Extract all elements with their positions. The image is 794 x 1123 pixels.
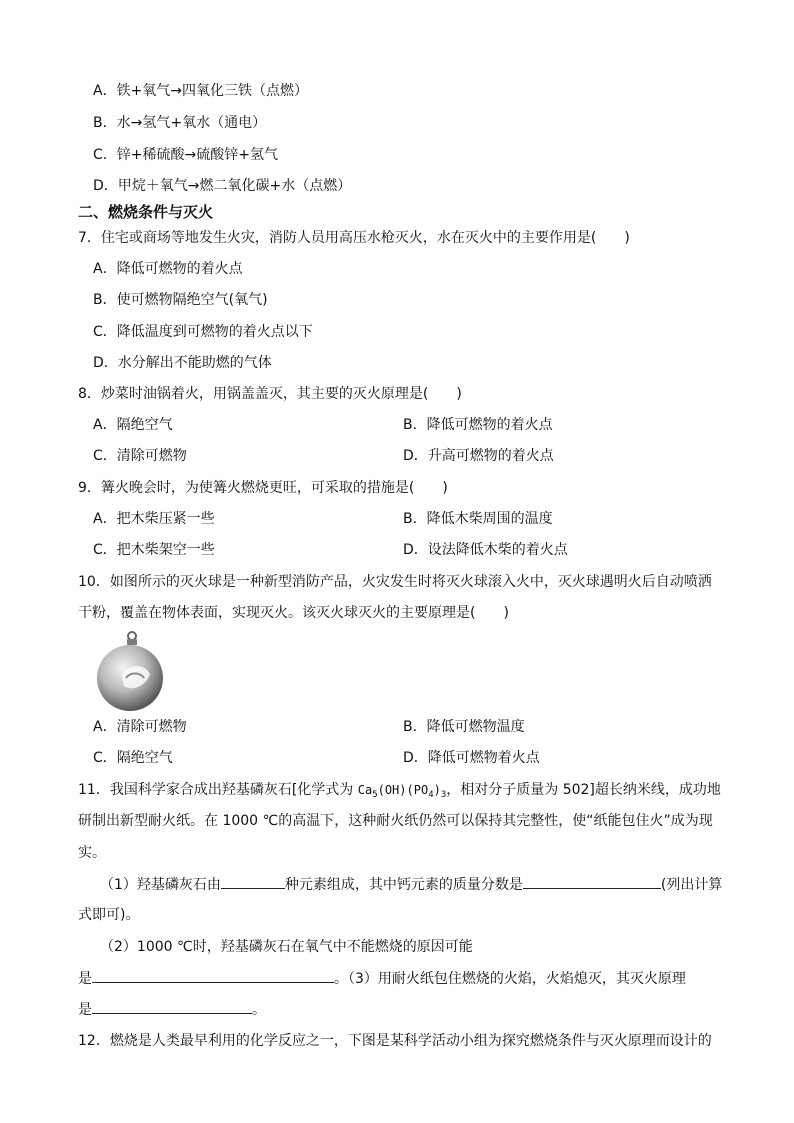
chemical-formula: $Ca_5(OH)(PO_4)_3$ <box>357 783 447 800</box>
q8-option-c: C．清除可燃物 <box>93 448 187 464</box>
answer-blank[interactable] <box>523 874 661 889</box>
q7-option-a: A．降低可燃物的着火点 <box>93 261 243 277</box>
q9-option-c: C．把木柴架空一些 <box>93 542 215 558</box>
answer-blank[interactable] <box>221 874 285 889</box>
q11-stem-line2: 研制出新型耐火纸。在 1000 ℃的高温下，这种耐火纸仍然可以保持其完整性，使“纸能包住火”成为现 <box>78 813 713 829</box>
q11-part3-line: 是 。 <box>78 999 266 1020</box>
fire-extinguisher-ball-image <box>92 630 164 712</box>
answer-blank[interactable] <box>92 999 252 1014</box>
q9-stem: 9．篝火晚会时，为使篝火燃烧更旺，可采取的措施是( ) <box>78 480 448 496</box>
q11-part2-line1: （2）1000 ℃时，羟基磷灰石在氧气中不能燃烧的原因可能 <box>100 939 473 955</box>
q8-stem: 8．炒菜时油锅着火，用锅盖盖灭，其主要的灭火原理是( ) <box>78 386 462 402</box>
q11-stem-line1: 11．我国科学家合成出羟基磷灰石[化学式为 $Ca_5(OH)(PO_4)_3$，相对分子质量为 502]超长纳米线，成功地 <box>78 782 721 800</box>
q10-option-a: A．清除可燃物 <box>93 719 187 735</box>
q7-stem: 7．住宅或商场等地发生火灾，消防人员用高压水枪灭火，水在灭火中的主要作用是( ) <box>78 230 630 246</box>
q11-part2-line2: 是 。（3）用耐火纸包住燃烧的火焰，火焰熄灭，其灭火原理 <box>78 968 686 989</box>
q10-option-c: C．隔绝空气 <box>93 750 173 766</box>
q10-stem-line1: 10．如图所示的灭火球是一种新型消防产品，火灾发生时将灭火球滚入火中，灭火球遇明火后自动喷洒 <box>78 574 712 590</box>
q11-stem-line3: 实。 <box>78 845 106 861</box>
q8-option-a: A．隔绝空气 <box>93 417 173 433</box>
answer-blank[interactable] <box>92 968 334 983</box>
q9-option-b: B．降低木柴周围的温度 <box>403 511 553 527</box>
q8-option-d: D．升高可燃物的着火点 <box>403 448 554 464</box>
q8-option-b: B．降低可燃物的着火点 <box>403 417 553 433</box>
q10-option-d: D．降低可燃物着火点 <box>403 750 540 766</box>
q9-option-a: A．把木柴压紧一些 <box>93 511 215 527</box>
q9-option-d: D．设法降低木柴的着火点 <box>403 542 568 558</box>
q11-part1-line2: 式即可)。 <box>78 907 140 923</box>
q6-option-a: A．铁+氧气→四氧化三铁（点燃） <box>93 83 309 99</box>
q10-option-b: B．降低可燃物温度 <box>403 719 525 735</box>
q7-option-c: C．降低温度到可燃物的着火点以下 <box>93 324 313 340</box>
q6-option-c: C．锌+稀硫酸→硫酸锌+氢气 <box>93 147 278 163</box>
q10-stem-line2: 干粉，覆盖在物体表面，实现灭火。该灭火球灭火的主要原理是( ) <box>78 605 509 621</box>
q6-option-b: B．水→氢气+氧水（通电） <box>93 115 267 131</box>
q12-stem: 12．燃烧是人类最早利用的化学反应之一，下图是某科学活动小组为探究燃烧条件与灭火原理而设计的 <box>78 1033 712 1049</box>
section-title: 二、燃烧条件与灭火 <box>78 203 214 221</box>
q11-part1-line1: （1）羟基磷灰石由 种元素组成，其中钙元素的质量分数是 (列出计算 <box>100 874 722 895</box>
q7-option-b: B．使可燃物隔绝空气(氧气) <box>93 292 268 308</box>
q6-option-d: D．甲烷＋氧气→燃二氧化碳+水（点燃） <box>93 178 352 194</box>
q7-option-d: D．水分解出不能助燃的气体 <box>93 355 272 371</box>
